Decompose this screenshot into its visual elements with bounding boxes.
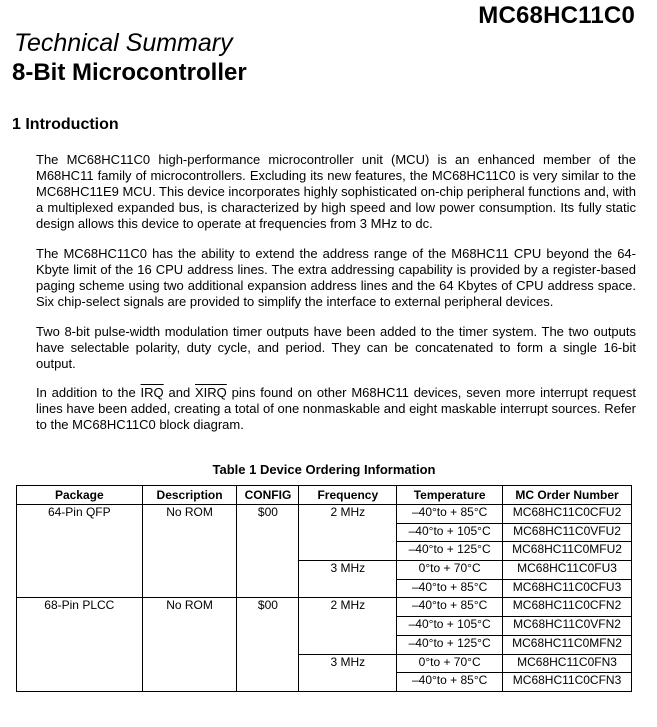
frequency-cell: 2 MHz [299,505,397,524]
paragraph-text: and [163,385,195,400]
empty-cell [17,673,143,692]
table-row [17,673,632,692]
table-row [17,542,632,561]
table-row [17,523,632,542]
description-cell: No ROM [142,598,237,617]
table-row [17,505,632,524]
temperature-cell: –40°to + 125°C [397,635,503,654]
frequency-cell: 2 MHz [299,598,397,617]
empty-cell [142,523,237,542]
column-header-order-number: MC Order Number [503,486,632,505]
section-heading: 1 Introduction [12,116,119,133]
column-header-package: Package [17,486,143,505]
frequency-cell: 3 MHz [299,561,397,580]
order-number-cell: MC68HC11C0MFU2 [503,542,632,561]
empty-cell [299,542,397,561]
table-row [17,598,632,617]
empty-cell [299,579,397,598]
package-cell: 64-Pin QFP [17,505,143,524]
table-row [17,579,632,598]
temperature-cell: 0°to + 70°C [397,654,503,673]
frequency-cell: 3 MHz [299,654,397,673]
temperature-cell: –40°to + 85°C [397,505,503,524]
table-row [17,635,632,654]
table-caption: Table 1 Device Ordering Information [212,462,436,477]
empty-cell [17,635,143,654]
document-title: 8-Bit Microcontroller [12,59,247,86]
order-number-cell: MC68HC11C0VFU2 [503,523,632,542]
order-number-cell: MC68HC11C0CFN3 [503,673,632,692]
order-number-cell: MC68HC11C0CFU2 [503,505,632,524]
empty-cell [17,654,143,673]
empty-cell [142,635,237,654]
empty-cell [142,617,237,636]
empty-cell [299,673,397,692]
device-ordering-table [16,485,632,692]
empty-cell [299,635,397,654]
empty-cell [237,561,299,580]
empty-cell [237,523,299,542]
empty-cell [17,542,143,561]
temperature-cell: –40°to + 85°C [397,673,503,692]
column-header-description: Description [142,486,237,505]
temperature-cell: –40°to + 105°C [397,523,503,542]
column-header-frequency: Frequency [299,486,397,505]
empty-cell [142,673,237,692]
empty-cell [237,654,299,673]
package-cell: 68-Pin PLCC [17,598,143,617]
xirq-signal: XIRQ [195,385,227,400]
empty-cell [17,523,143,542]
empty-cell [237,617,299,636]
config-cell: $00 [237,505,299,524]
empty-cell [142,561,237,580]
order-number-cell: MC68HC11C0FU3 [503,561,632,580]
intro-paragraph-4 [36,385,636,433]
empty-cell [237,542,299,561]
temperature-cell: –40°to + 125°C [397,542,503,561]
empty-cell [142,542,237,561]
paragraph-text: In addition to the [36,385,141,400]
empty-cell [237,673,299,692]
empty-cell [17,579,143,598]
intro-paragraph-1: The MC68HC11C0 high-performance microcontroller unit (MCU) is an enhanced member of the M68HC11 family of microcontrollers. Excluding its new features, the MC68HC11C0 is very similar to the MC68HC11E9 MCU. This device incorporates highly sophisticated on-chip peripheral functions and, with a multiplexed expanded bus, is characterized by high speed and low power consumption. Its fully static design allows this device to operate at frequencies from 3 MHz to dc. [36,152,636,231]
description-cell: No ROM [142,505,237,524]
order-number-cell: MC68HC11C0FN3 [503,654,632,673]
intro-paragraph-3: Two 8-bit pulse-width modulation timer outputs have been added to the timer system. The two outputs have selectable polarity, duty cycle, and period. They can be concatenated to form a single 16-bit output. [36,324,636,371]
empty-cell [299,617,397,636]
order-number-cell: MC68HC11C0CFN2 [503,598,632,617]
column-header-config: CONFIG [237,486,299,505]
config-cell: $00 [237,598,299,617]
temperature-cell: 0°to + 70°C [397,561,503,580]
order-number-cell: MC68HC11C0MFN2 [503,635,632,654]
empty-cell [237,579,299,598]
temperature-cell: –40°to + 105°C [397,617,503,636]
document-subtitle: Technical Summary [14,29,233,57]
table-row [17,617,632,636]
empty-cell [17,561,143,580]
temperature-cell: –40°to + 85°C [397,598,503,617]
empty-cell [142,654,237,673]
table-header-row [17,486,632,505]
empty-cell [17,617,143,636]
intro-paragraph-2: The MC68HC11C0 has the ability to extend the address range of the M68HC11 CPU beyond the 64-Kbyte limit of the 16 CPU address lines. The extra addressing capability is provided by a register-based paging scheme using two additional expansion address lines and the 64 Kbytes of CPU address space. Six chip-select signals are provided to simplify the interface to external peripheral devices. [36,246,636,309]
table-row [17,561,632,580]
document-number: MC68HC11C0 [478,2,635,29]
empty-cell [237,635,299,654]
table-row [17,654,632,673]
order-number-cell: MC68HC11C0CFU3 [503,579,632,598]
order-number-cell: MC68HC11C0VFN2 [503,617,632,636]
irq-signal: $\overline{IRQ}$ [140,385,164,400]
empty-cell [299,523,397,542]
column-header-temperature: Temperature [397,486,503,505]
empty-cell [142,579,237,598]
paragraph-text: pins found on other M68HC11 devices, seven more interrupt request lines have been added, creating a total of one nonmaskable and eight maskable interrupt sources. Refer to the MC68HC11C0 block diagram. [36,385,636,432]
temperature-cell: –40°to + 85°C [397,579,503,598]
